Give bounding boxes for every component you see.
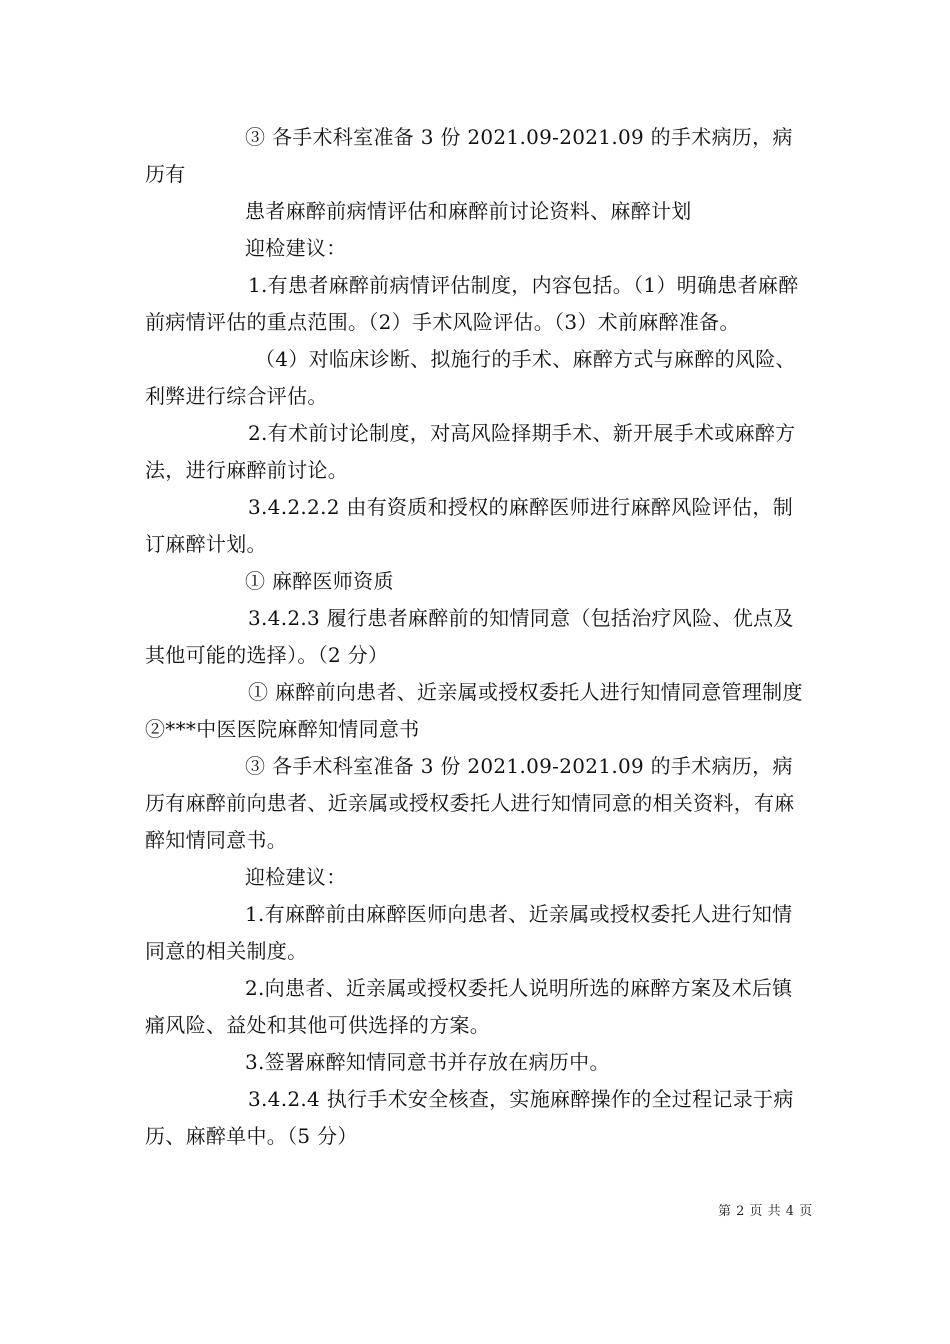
document-body — [145, 119, 807, 1155]
paragraph-5: （4）对临床诊断、拟施行的手术、麻醉方式与麻醉的风险、利弊进行综合评估。 — [145, 347, 796, 408]
page-number-footer: 第 2 页 共 4 页 — [718, 1204, 813, 1219]
paragraph-13: 1.有麻醉前由麻醉医师向患者、近亲属或授权委托人进行知情同意的相关制度。 — [145, 902, 793, 963]
paragraph-10: ① 麻醉前向患者、近亲属或授权委托人进行知情同意管理制度②***中医医院麻醉知情同意书 — [145, 680, 803, 741]
paragraph-7: 3.4.2.2.2 由有资质和授权的麻醉医师进行麻醉风险评估，制订麻醉计划。 — [145, 495, 794, 556]
paragraph-12: 迎检建议： — [245, 865, 347, 889]
paragraph-9: 3.4.2.3 履行患者麻醉前的知情同意（包括治疗风险、优点及其他可能的选择）。（2 分） — [145, 606, 794, 667]
paragraph-15: 3.签署麻醉知情同意书并存放在病历中。 — [245, 1050, 610, 1074]
paragraph-16: 3.4.2.4 执行手术安全核查，实施麻醉操作的全过程记录于病历、麻醉单中。（5 分） — [145, 1087, 794, 1148]
paragraph-6: 2.有术前讨论制度，对高风险择期手术、新开展手术或麻醉方法，进行麻醉前讨论。 — [145, 421, 796, 482]
paragraph-1: ③ 各手术科室准备 3 份 2021.09-2021.09 的手术病历，病历有 — [145, 125, 793, 186]
paragraph-11: ③ 各手术科室准备 3 份 2021.09-2021.09 的手术病历，病历有麻醉前向患者、近亲属或授权委托人进行知情同意的相关资料，有麻醉知情同意书。 — [145, 754, 795, 852]
paragraph-3: 迎检建议： — [245, 236, 347, 260]
paragraph-2: 患者麻醉前病情评估和麻醉前讨论资料、麻醉计划 — [245, 199, 692, 223]
paragraph-14: 2.向患者、近亲属或授权委托人说明所选的麻醉方案及术后镇痛风险、益处和其他可供选择的方案。 — [145, 976, 793, 1037]
paragraph-8: ① 麻醉医师资质 — [245, 569, 394, 593]
paragraph-4: 1.有患者麻醉前病情评估制度，内容包括。（1）明确患者麻醉前病情评估的重点范围。（2）手术风险评估。（3）术前麻醉准备。 — [145, 273, 799, 334]
